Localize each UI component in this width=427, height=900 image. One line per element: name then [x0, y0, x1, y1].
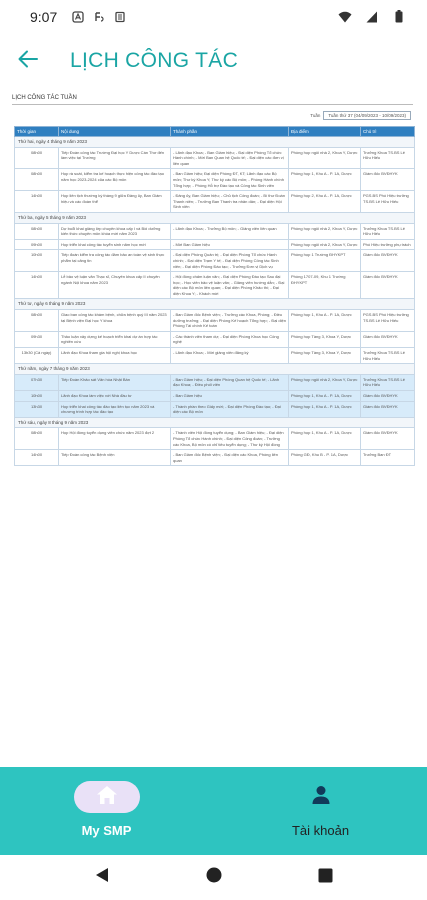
document-heading: LỊCH CÔNG TÁC TUẦN: [12, 95, 413, 105]
week-label: Tuần: [310, 113, 321, 118]
day-header-row: [15, 299, 415, 310]
content-cell: Tiếp Đoàn công tác Bệnh viện: [59, 450, 171, 466]
column-header: Thời gian: [15, 127, 59, 137]
nav-active-indicator: [74, 781, 140, 813]
table-row: [15, 428, 415, 450]
square-recents-icon: [318, 868, 333, 888]
system-recents-button[interactable]: [315, 867, 337, 889]
members-cell: - Đại diện Phòng Quản trị; - Đại diện Phòng Tổ chức Hành chính; - Đại diện Trạm Y tế; - Đại diện Phòng Công tác Sinh viên; - Đại diện Phòng Đào tạo; - Trưởng Đơn vị Dịch vụ: [171, 250, 289, 272]
nav-icon-wrapper: [288, 781, 354, 813]
schedule-table: [14, 126, 415, 466]
content-cell: Họp liên tịch thường kỳ tháng 9 giữa Đảng ủy, Ban Giám hiệu và các đoàn thể: [59, 191, 171, 213]
chair-cell: PGS.BS Phó Hiệu trưởng TS.BS Lê Hữu Hiếu: [361, 191, 415, 213]
content-cell: Tiếp Đoàn Khảo sát Văn hóa Nhật Bản: [59, 374, 171, 390]
table-row: [15, 310, 415, 332]
content-cell: Lãnh đạo Khoa làm việc với Nhà đầu tư: [59, 391, 171, 402]
week-selector-row: [10, 111, 411, 120]
time-cell: 08h00: [15, 428, 59, 450]
time-cell: 09h00: [15, 239, 59, 250]
week-select[interactable]: Tuần thứ 37 (04/09/2023 - 10/09/2023): [323, 111, 411, 120]
place-cell: Phòng họp ngôi nhà 2, Khoa Y, Dược: [289, 374, 361, 390]
time-cell: 08h00: [15, 310, 59, 332]
members-cell: - Lãnh đạo Khoa; - Mời giảng viên đăng ký: [171, 348, 289, 364]
system-navigation-bar: [0, 855, 427, 900]
place-cell: Phòng họp 2, Khu A - P. 1A, Dược: [289, 191, 361, 213]
app-header: [0, 33, 427, 89]
table-row: [15, 272, 415, 299]
content-cell: Lễ bảo vệ luận văn Thạc sĩ, Chuyên khoa cấp II chuyên ngành Nội khoa năm 2023: [59, 272, 171, 299]
chair-cell: Giám đốc BVĐHYK: [361, 428, 415, 450]
column-header: Chủ trì: [361, 127, 415, 137]
day-label: Thứ năm, ngày 7 tháng 9 năm 2023: [15, 364, 415, 375]
day-label: Thứ hai, ngày 4 tháng 9 năm 2023: [15, 137, 415, 148]
column-header: Địa điểm: [289, 127, 361, 137]
signal-icon: [365, 10, 379, 24]
members-cell: - Ban Giám hiệu; Đại diện Phòng ĐT, KT; Lãnh đạo các Bộ môn; Thư ký Khoa Y; Thư ký các Bộ môn; - Phòng Hành chính Tổng hợp; - Phòng Hỗ trợ Đào tạo và Công tác Sinh viên: [171, 169, 289, 191]
table-row: [15, 391, 415, 402]
members-cell: - Thành viên Hội đồng tuyển dụng; - Ban Giám hiệu; - Đại diện Phòng Tổ chức Hành chính; - Đại diện Công đoàn; - Trưởng các Khoa, Bộ môn có chỉ tiêu tuyển dụng; - Thư ký Hội đồng: [171, 428, 289, 450]
time-cell: 08h00: [15, 147, 59, 169]
triangle-back-icon: [95, 867, 109, 888]
nav-item-account[interactable]: [214, 767, 427, 855]
place-cell: Phòng GĐ, Khu B - P. 1A, Dược: [289, 450, 361, 466]
wifi-icon: [338, 10, 352, 24]
storage-icon: [113, 10, 127, 24]
time-cell: 10h00: [15, 391, 59, 402]
members-cell: - Ban Giám hiệu: [171, 391, 289, 402]
members-cell: - Thành phần theo Giấy mời; - Đại diện Phòng Đào tạo; - Đại diện các Bộ môn: [171, 401, 289, 417]
chair-cell: PGS.BS Phó Hiệu trưởng TS.BS Lê Hữu Hiếu: [361, 310, 415, 332]
time-cell: 08h00: [15, 169, 59, 191]
table-row: [15, 450, 415, 466]
time-cell: 14h00: [15, 450, 59, 466]
place-cell: Phòng họp ngôi nhà 2, Khoa Y, Dược: [289, 147, 361, 169]
table-row: [15, 169, 415, 191]
chair-cell: Trưởng Khoa TS.BS Lê Hữu Hiếu: [361, 223, 415, 239]
table-row: [15, 191, 415, 213]
home-icon: [96, 785, 118, 810]
schedule-document[interactable]: [0, 89, 427, 767]
table-row: [15, 401, 415, 417]
content-cell: Họp triển khai công tác tuyển sinh năm học mới: [59, 239, 171, 250]
chair-cell: Trưởng Khoa TS.BS Lê Hữu Hiếu: [361, 147, 415, 169]
time-cell: 08h00: [15, 223, 59, 239]
time-cell: 09h30: [15, 331, 59, 347]
table-row: [15, 250, 415, 272]
day-label: Thứ tư, ngày 6 tháng 9 năm 2023: [15, 299, 415, 310]
chair-cell: Trưởng Khoa TS.BS Lê Hữu Hiếu: [361, 348, 415, 364]
table-header-row: [15, 127, 415, 137]
chair-cell: Giám đốc BVĐHYK: [361, 272, 415, 299]
place-cell: Phòng họp ngôi nhà 2, Khoa Y, Dược: [289, 239, 361, 250]
day-header-row: [15, 364, 415, 375]
content-cell: Dự buổi khai giảng lớp chuyên khoa cấp I và Bồi dưỡng kiến thức chuyên môn khóa mới năm 2023: [59, 223, 171, 239]
members-cell: - Lãnh đạo Khoa; - Trưởng Bộ môn; - Giảng viên liên quan: [171, 223, 289, 239]
place-cell: Phòng họp 1, Khu A - P. 1A, Dược: [289, 310, 361, 332]
place-cell: Phòng họp 1, Khu A - P. 1A, Dược: [289, 169, 361, 191]
place-cell: Phòng họp 1, Khu A - P. 1A, Dược: [289, 428, 361, 450]
members-cell: - Ban Giám đốc Bệnh viện; - Trưởng các Khoa, Phòng; - Điều dưỡng trưởng; - Đại diện Phòng Kế hoạch Tổng hợp; - Đại diện Phòng Tài chính Kế toán: [171, 310, 289, 332]
day-header-row: [15, 137, 415, 148]
chair-cell: Trưởng Ban ĐT: [361, 450, 415, 466]
time-cell: 10h00: [15, 250, 59, 272]
sync-icon: [92, 10, 106, 24]
column-header: Thành phần: [171, 127, 289, 137]
chair-cell: Giám đốc BVĐHYK: [361, 169, 415, 191]
place-cell: Phòng họp 1 Trường ĐHYKPT: [289, 250, 361, 272]
members-cell: - Mời Ban Giám hiệu: [171, 239, 289, 250]
status-time: 9:07: [30, 8, 58, 25]
content-cell: Họp triển khai công tác đào tạo liên tục năm 2023 và chương trình hợp tác đào tạo: [59, 401, 171, 417]
content-cell: Giao ban công tác khám bệnh, chữa bệnh quý III năm 2023 tại Bệnh viện Đại học Y khoa: [59, 310, 171, 332]
day-header-row: [15, 212, 415, 223]
content-cell: Họp Hội đồng tuyển dụng viên chức năm 2023 đợt 2: [59, 428, 171, 450]
members-cell: - Đảng ủy, Ban Giám hiệu; - Chủ tịch Công đoàn; - Bí thư Đoàn Thanh niên; - Trưởng Ban Thanh tra nhân dân; - Đại diện Hội Sinh viên: [171, 191, 289, 213]
time-cell: 14h00: [15, 272, 59, 299]
time-cell: 13h30 (Cả ngày): [15, 348, 59, 364]
place-cell: Phòng họp 1, Khu A - P. 1A, Dược: [289, 391, 361, 402]
content-cell: Tiếp đoàn kiểm tra công tác đảm bảo an toàn vệ sinh thực phẩm tại căng tin: [59, 250, 171, 272]
chair-cell: Giám đốc BVĐHYK: [361, 331, 415, 347]
chair-cell: Giám đốc BVĐHYK: [361, 391, 415, 402]
chair-cell: Giám đốc BVĐHYK: [361, 401, 415, 417]
time-cell: 13h30: [15, 401, 59, 417]
notification-icon: [71, 10, 85, 24]
content-cell: Họp rà soát, kiểm tra kế hoạch thực hiện công tác đào tạo năm học 2023-2024 của các Bộ môn: [59, 169, 171, 191]
members-cell: - Lãnh đạo Khoa; - Ban Giám hiệu; - Đại diện Phòng Tổ chức Hành chính; - Mời Ban Quan hệ Quốc tế; - Đại diện các đơn vị liên quan: [171, 147, 289, 169]
members-cell: - Hội đồng chấm luận văn; - Đại diện Phòng Đào tạo Sau đại học; - Học viên bảo vệ luận văn; - Giảng viên hướng dẫn; - Đại diện các Bộ môn liên quan; - Đại diện Phòng Khảo thí; - Đại diện Khoa Y; - Khách mời: [171, 272, 289, 299]
content-cell: Tiếp Đoàn công tác Trường Đại học Y Dược Cần Thơ đến làm việc tại Trường: [59, 147, 171, 169]
table-row: [15, 331, 415, 347]
table-row: [15, 223, 415, 239]
nav-label: My SMP: [81, 823, 132, 838]
day-label: Thứ sáu, ngày 8 tháng 9 năm 2023: [15, 417, 415, 428]
system-back-button[interactable]: [91, 867, 113, 889]
system-home-button[interactable]: [203, 867, 225, 889]
chair-cell: Phó Hiệu trưởng phụ trách: [361, 239, 415, 250]
bottom-navigation: [0, 767, 427, 855]
members-cell: - Ban Giám đốc Bệnh viện; - Đại diện các Khoa, Phòng liên quan: [171, 450, 289, 466]
members-cell: - Ban Giám hiệu; - Đại diện Phòng Quan hệ Quốc tế; - Lãnh đạo Khoa; - Điều phối viên: [171, 374, 289, 390]
table-row: [15, 348, 415, 364]
day-label: Thứ ba, ngày 5 tháng 9 năm 2023: [15, 212, 415, 223]
content-cell: Thảo luận xây dựng kế hoạch triển khai dự án hợp tác nghiên cứu: [59, 331, 171, 347]
time-cell: 14h00: [15, 191, 59, 213]
time-cell: 07h30: [15, 374, 59, 390]
table-row: [15, 147, 415, 169]
column-header: Nội dung: [59, 127, 171, 137]
content-cell: Lãnh đạo Khoa tham gia hội nghị khoa học: [59, 348, 171, 364]
page-title: LỊCH CÔNG TÁC: [70, 49, 239, 72]
place-cell: Phòng họp Tầng 3, Khoa Y, Dược: [289, 331, 361, 347]
nav-item-my-smp[interactable]: [0, 767, 213, 855]
nav-label: Tài khoản: [291, 823, 350, 838]
place-cell: Phòng họp Tầng 3, Khoa Y, Dược: [289, 348, 361, 364]
place-cell: Phòng họp ngôi nhà 2, Khoa Y, Dược: [289, 223, 361, 239]
members-cell: - Các thành viên tham dự; - Đại diện Phòng Khoa học Công nghệ: [171, 331, 289, 347]
battery-icon: [392, 10, 406, 24]
chair-cell: Giám đốc BVĐHYK: [361, 250, 415, 272]
day-header-row: [15, 417, 415, 428]
table-row: [15, 239, 415, 250]
place-cell: Phòng 1707-09, Khu 1 Trường ĐHYKPT: [289, 272, 361, 299]
status-bar: [0, 0, 427, 33]
table-row: [15, 374, 415, 390]
back-button[interactable]: [0, 33, 56, 89]
circle-home-icon: [206, 867, 222, 888]
arrow-left-icon: [18, 50, 38, 73]
person-icon: [312, 785, 330, 810]
document-page: [10, 95, 415, 466]
chair-cell: Trưởng Khoa TS.BS Lê Hữu Hiếu: [361, 374, 415, 390]
place-cell: Phòng họp 1, Khu A - P. 1A, Dược: [289, 401, 361, 417]
